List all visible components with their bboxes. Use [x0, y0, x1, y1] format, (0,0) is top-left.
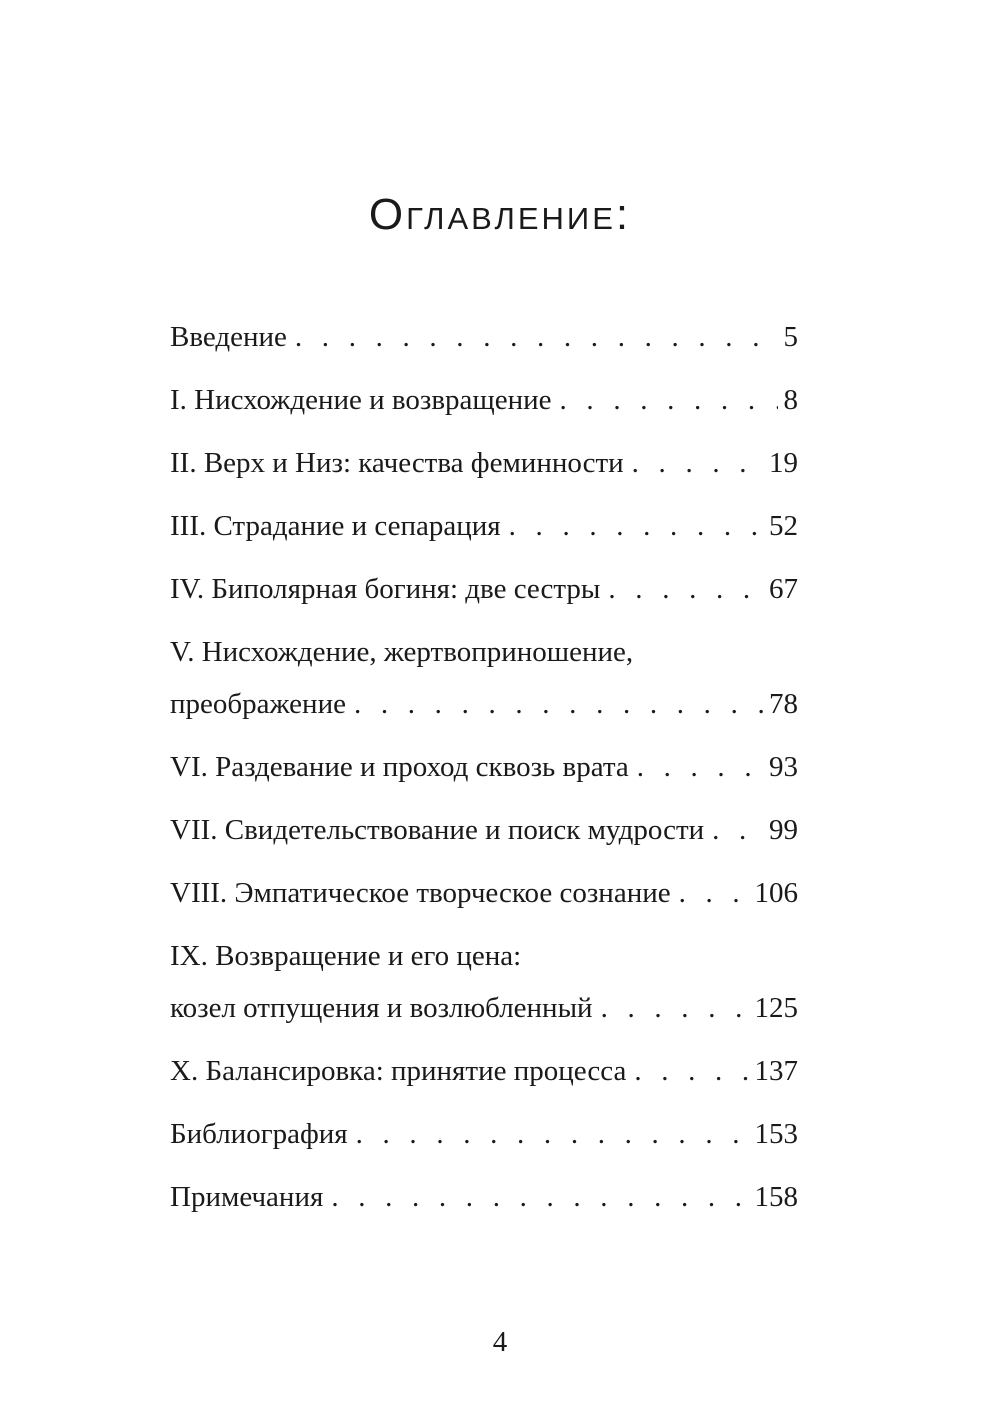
toc-entry-chapter-6[interactable]	[170, 748, 798, 786]
dot-leader	[608, 570, 763, 608]
dot-leader	[560, 381, 778, 419]
page-title: Оглавление:	[368, 190, 632, 240]
toc-entry-page: 137	[754, 1055, 798, 1087]
toc-entry-chapter-8[interactable]	[170, 874, 798, 912]
dot-leader	[632, 444, 763, 482]
dot-leader	[295, 318, 778, 356]
toc-entry-chapter-1[interactable]	[170, 381, 798, 419]
toc-entry-chapter-10[interactable]	[170, 1052, 798, 1090]
toc-entry-page: 78	[769, 688, 798, 720]
toc-entry-page: 8	[783, 384, 798, 416]
toc-entry-chapter-2[interactable]	[170, 444, 798, 482]
dot-leader	[331, 1178, 748, 1216]
dot-leader	[679, 874, 749, 912]
toc-entry-page: 5	[783, 321, 798, 353]
toc-entry-title: преображение	[170, 688, 346, 720]
toc-entry-introduction[interactable]	[170, 318, 798, 356]
toc-entry-title: III. Страдание и сепарация	[170, 510, 501, 542]
dot-leader	[637, 748, 763, 786]
page-number: 4	[492, 1326, 508, 1358]
toc-entry-title-line1: IX. Возвращение и его цена:	[170, 940, 522, 972]
toc-entry-page: 153	[754, 1118, 798, 1150]
dot-leader	[712, 811, 763, 849]
toc-entry-page: 93	[769, 751, 798, 783]
toc-entry-chapter-9[interactable]	[170, 937, 798, 1027]
toc-entry-chapter-5[interactable]	[170, 633, 798, 723]
toc-entry-title-line1: V. Нисхождение, жертвоприношение,	[170, 636, 634, 668]
toc-entry-chapter-3[interactable]	[170, 507, 798, 545]
toc-entry-page: 106	[754, 877, 798, 909]
dot-leader	[634, 1052, 748, 1090]
toc-entry-title: II. Верх и Низ: качества феминности	[170, 447, 624, 479]
toc-entry-page: 19	[769, 447, 798, 479]
toc-entry-chapter-7[interactable]	[170, 811, 798, 849]
dot-leader	[601, 989, 749, 1027]
toc-entry-title: Примечания	[170, 1181, 324, 1213]
toc-entry-title: IV. Биполярная богиня: две сестры	[170, 573, 601, 605]
toc-entry-chapter-4[interactable]	[170, 570, 798, 608]
toc-entry-notes[interactable]	[170, 1178, 798, 1216]
toc-entry-title: Библиография	[170, 1118, 348, 1150]
toc-entry-page: 52	[769, 510, 798, 542]
toc-entry-title: VI. Раздевание и проход сквозь врата	[170, 751, 629, 783]
toc-entry-title: Введение	[170, 321, 287, 353]
dot-leader	[356, 1115, 749, 1153]
toc-entry-page: 158	[754, 1181, 798, 1213]
dot-leader	[509, 507, 763, 545]
toc-entry-page: 67	[769, 573, 798, 605]
toc-entry-page: 99	[769, 814, 798, 846]
toc-entry-title: козел отпущения и возлюбленный	[170, 992, 593, 1024]
toc-entry-page: 125	[754, 992, 798, 1024]
toc-entry-title: VII. Свидетельствование и поиск мудрости	[170, 814, 705, 846]
dot-leader	[354, 685, 763, 723]
toc-entry-title: VIII. Эмпатическое творческое сознание	[170, 877, 671, 909]
toc-entry-title: X. Балансировка: принятие процесса	[170, 1055, 627, 1087]
toc-entry-title: I. Нисхождение и возвращение	[170, 384, 552, 416]
table-of-contents	[170, 318, 798, 1241]
toc-entry-bibliography[interactable]	[170, 1115, 798, 1153]
